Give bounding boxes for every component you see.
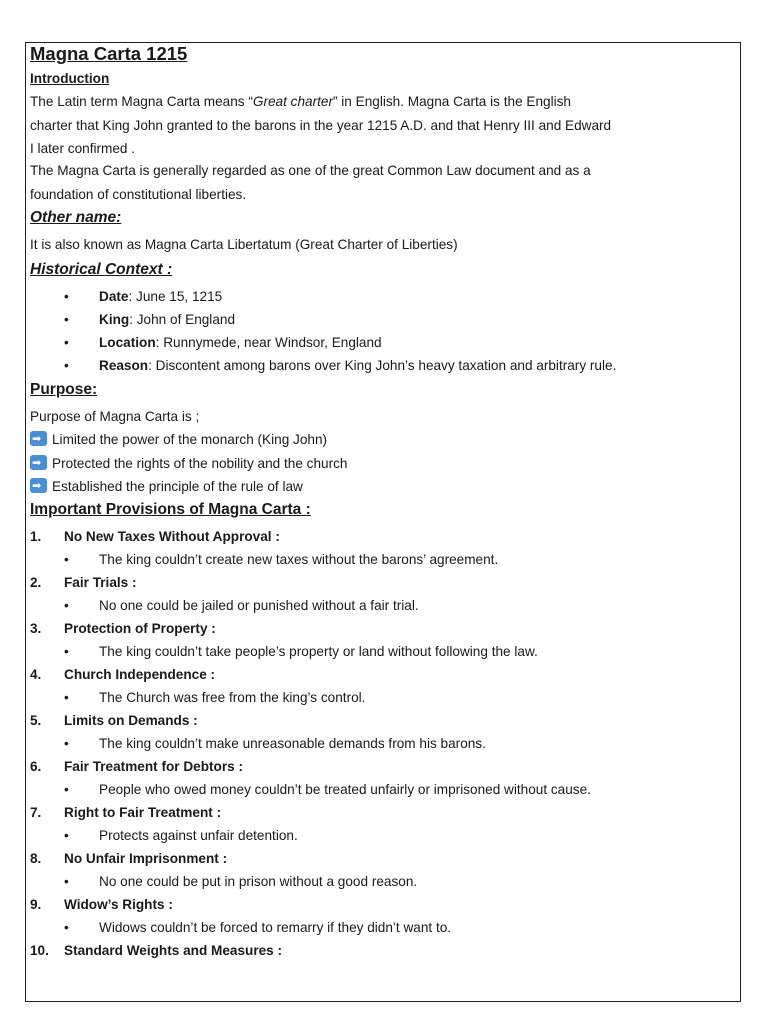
intro-paragraph-line-2: charter that King John granted to the barons in the year 1215 A.D. and that Henry III and Edward xyxy=(30,118,612,133)
provision-detail-text: The king couldn’t create new taxes without the barons’ agreement. xyxy=(99,552,499,567)
provision-number: 9. xyxy=(30,897,42,912)
bullet: • xyxy=(64,782,69,797)
provisions-heading: Important Provisions of Magna Carta : xyxy=(30,501,311,518)
provision-title: Standard Weights and Measures : xyxy=(64,943,283,958)
purpose-heading: Purpose: xyxy=(30,381,98,398)
provision-number: 2. xyxy=(30,575,42,590)
bullet: • xyxy=(64,736,69,751)
bullet: • xyxy=(64,598,69,613)
provision-title: Church Independence : xyxy=(64,667,216,682)
bullet: • xyxy=(64,644,69,659)
provision-number: 7. xyxy=(30,805,42,820)
provision-detail-text: Protects against unfair detention. xyxy=(99,828,298,843)
bullet: • xyxy=(64,874,69,889)
purpose-item-1: ➡Limited the power of the monarch (King John) xyxy=(30,431,327,449)
document-title: Magna Carta 1215 xyxy=(30,43,188,64)
great-charter-italic: Great charter xyxy=(252,94,333,109)
provision-number: 8. xyxy=(30,851,42,866)
purpose-item-2: ➡Protected the rights of the nobility and the church xyxy=(30,455,347,473)
bullet: • xyxy=(64,289,69,304)
provision-detail-text: The Church was free from the king’s control. xyxy=(99,690,366,705)
purpose-item-3: ➡Established the principle of the rule of law xyxy=(30,478,303,496)
provision-title: Right to Fair Treatment : xyxy=(64,805,222,820)
provision-title: Widow’s Rights : xyxy=(64,897,173,912)
introduction-heading: Introduction xyxy=(30,71,110,86)
bullet: • xyxy=(64,312,69,327)
provision-title: Protection of Property : xyxy=(64,621,216,636)
intro-paragraph-line-1: The Latin term Magna Carta means “Great charter” in English. Magna Carta is the English xyxy=(30,94,571,109)
provision-detail-text: No one could be jailed or punished without a fair trial. xyxy=(99,598,419,613)
provision-number: 10. xyxy=(30,943,49,958)
provision-title: Fair Treatment for Debtors : xyxy=(64,759,244,774)
arrow-right-icon xyxy=(30,431,47,446)
other-name-text: It is also known as Magna Carta Libertatum (Great Charter of Liberties) xyxy=(30,237,458,252)
intro-paragraph2-line-2: foundation of constitutional liberties. xyxy=(30,187,247,202)
other-name-heading: Other name: xyxy=(30,209,122,226)
provision-number: 1. xyxy=(30,529,42,544)
intro-paragraph-line-3: I later confirmed . xyxy=(30,141,136,156)
provision-title: Limits on Demands : xyxy=(64,713,198,728)
provision-title: No Unfair Imprisonment : xyxy=(64,851,228,866)
provision-number: 5. xyxy=(30,713,42,728)
purpose-intro: Purpose of Magna Carta is ; xyxy=(30,409,200,424)
historical-context-heading: Historical Context : xyxy=(30,261,173,278)
provision-title: No New Taxes Without Approval : xyxy=(64,529,280,544)
intro-paragraph2-line-1: The Magna Carta is generally regarded as one of the great Common Law document and as a xyxy=(30,163,591,178)
provision-detail-text: Widows couldn’t be forced to remarry if they didn’t want to. xyxy=(99,920,452,935)
provision-title: Fair Trials : xyxy=(64,575,137,590)
bullet: • xyxy=(64,552,69,567)
provision-detail-text: People who owed money couldn’t be treated unfairly or imprisoned without cause. xyxy=(99,782,591,797)
provision-detail-text: The king couldn’t make unreasonable demands from his barons. xyxy=(99,736,486,751)
provision-detail-text: No one could be put in prison without a good reason. xyxy=(99,874,418,889)
arrow-right-icon xyxy=(30,455,47,470)
bullet: • xyxy=(64,828,69,843)
provision-number: 6. xyxy=(30,759,42,774)
arrow-right-icon xyxy=(30,478,47,493)
bullet: • xyxy=(64,335,69,350)
bullet: • xyxy=(64,358,69,373)
provision-number: 3. xyxy=(30,621,42,636)
provision-number: 4. xyxy=(30,667,42,682)
provision-detail-text: The king couldn’t take people’s property or land without following the law. xyxy=(99,644,538,659)
bullet: • xyxy=(64,920,69,935)
bullet: • xyxy=(64,690,69,705)
